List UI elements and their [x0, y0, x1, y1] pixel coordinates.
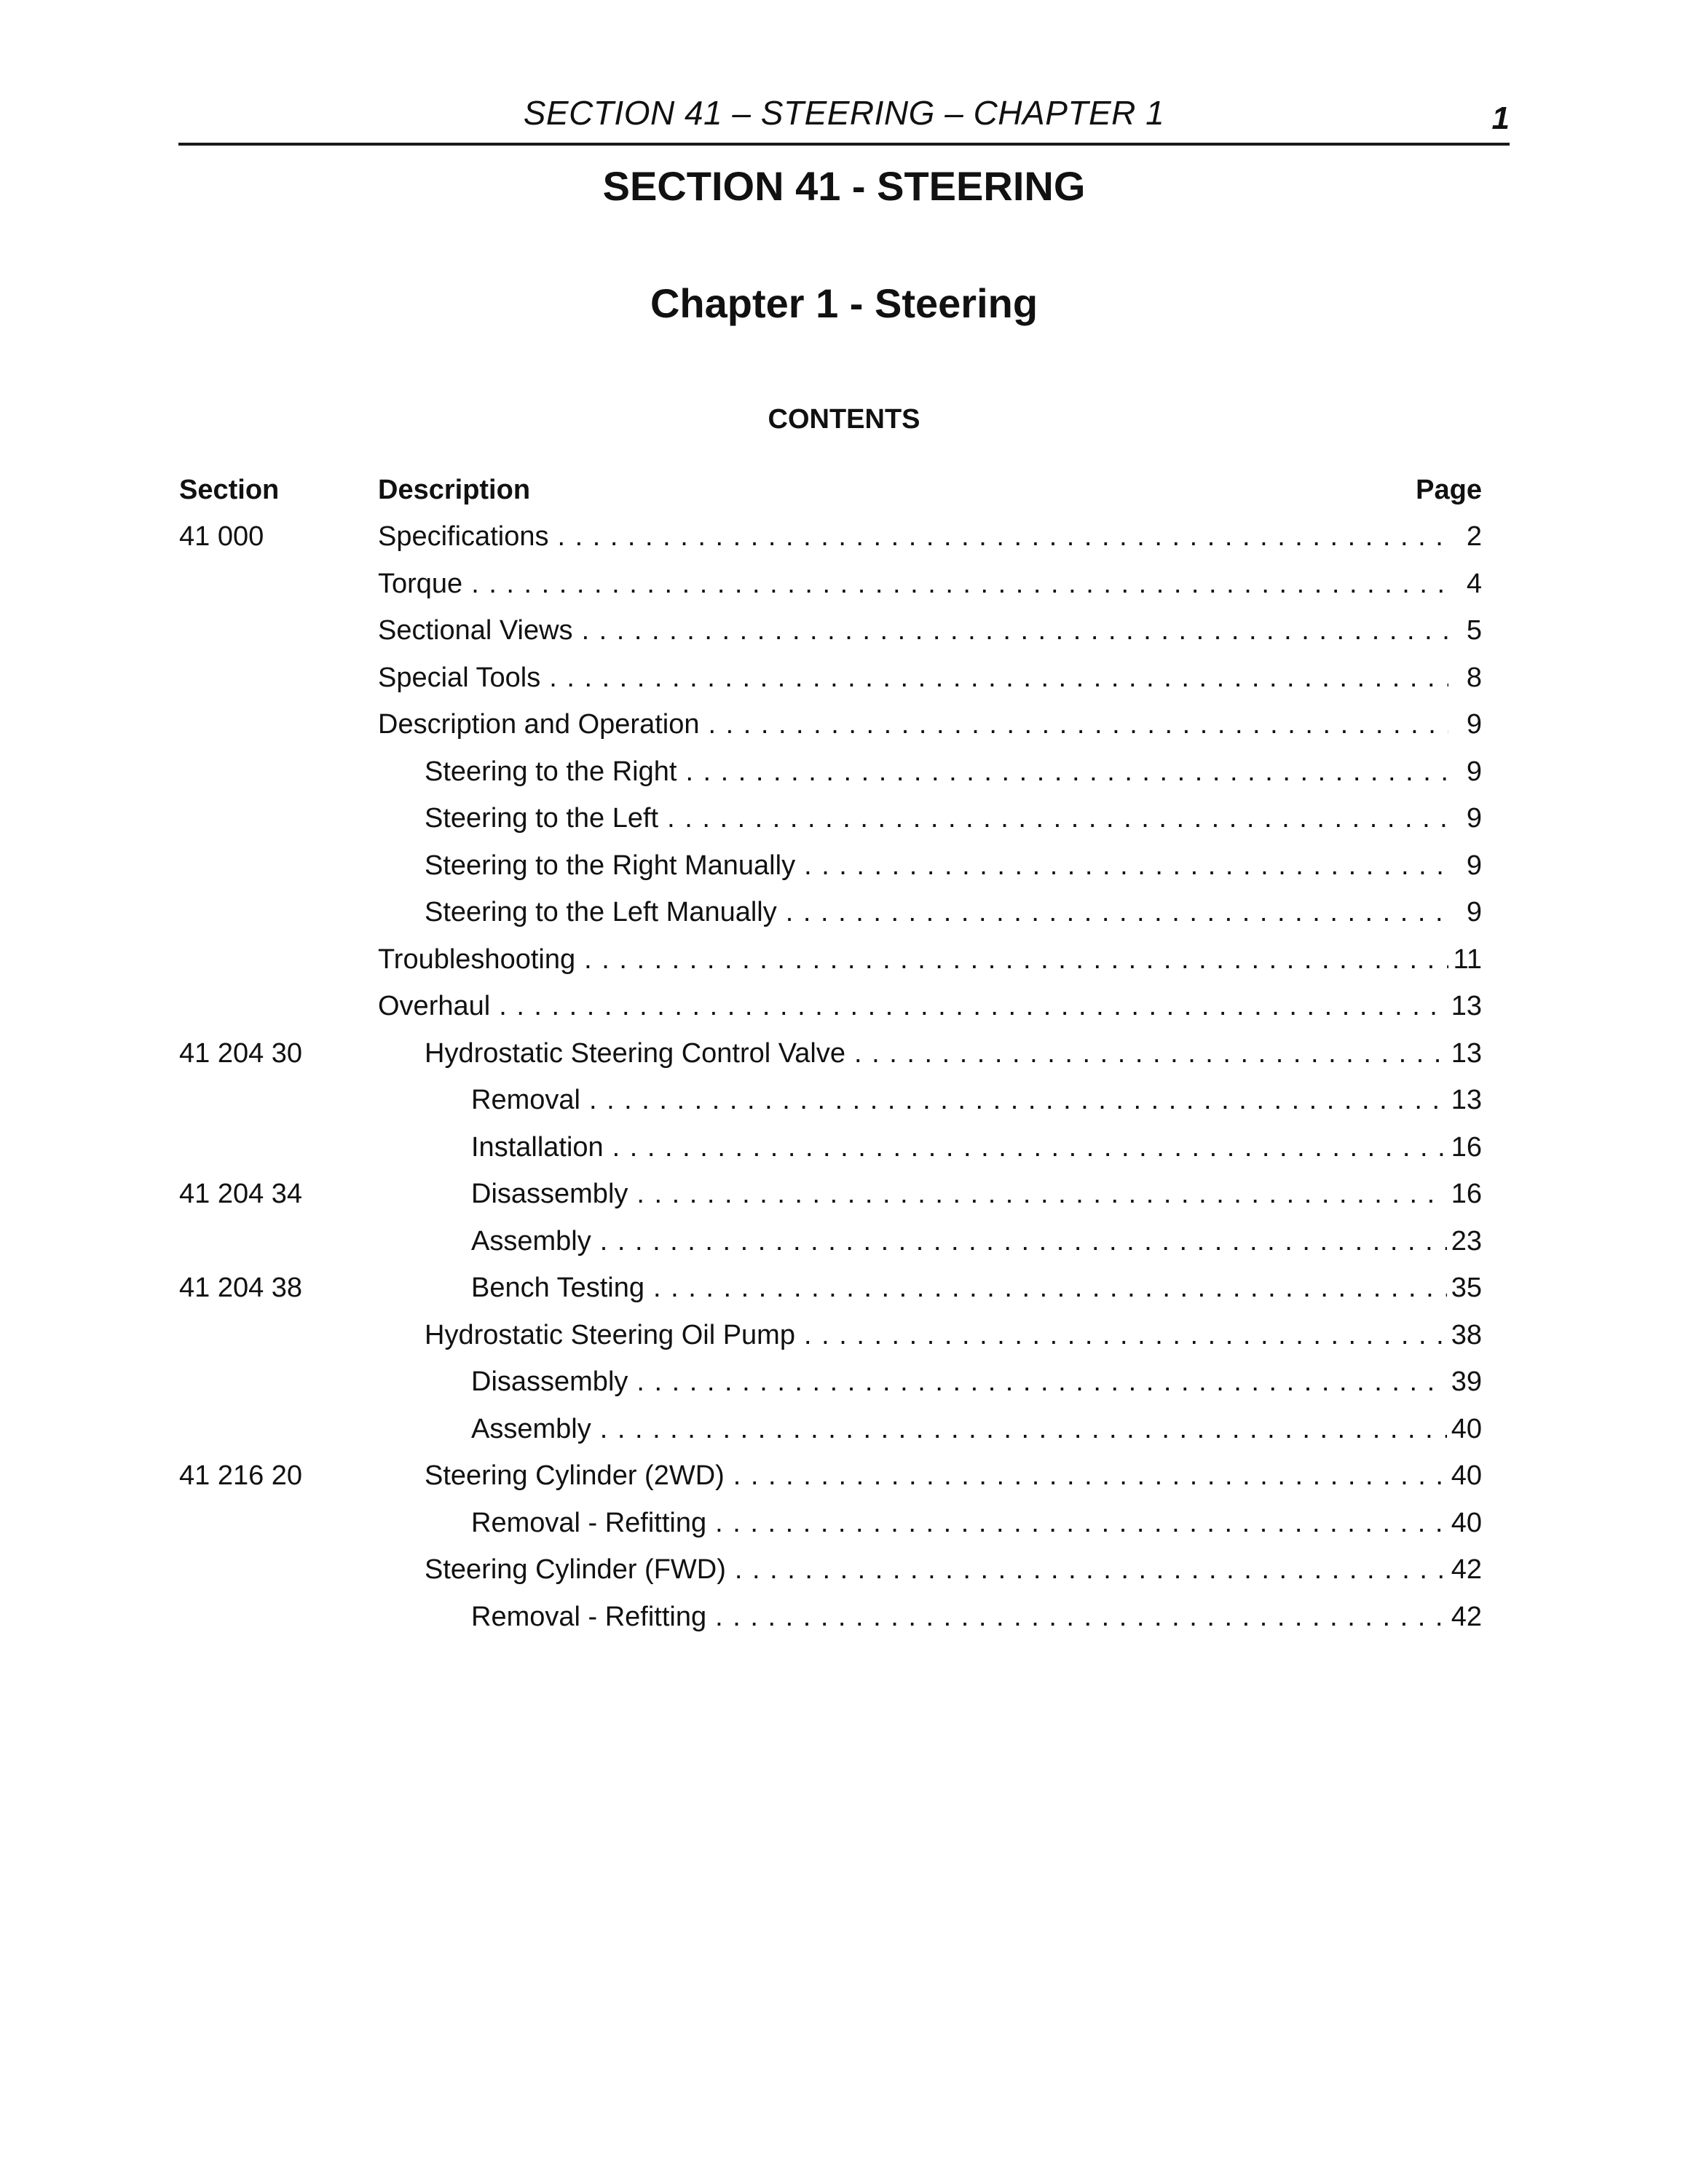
- dot-leader: [600, 1226, 1447, 1257]
- toc-page-number: 38: [1451, 1319, 1482, 1350]
- dot-leader: [685, 756, 1448, 788]
- toc-page-number: 42: [1451, 1554, 1482, 1585]
- toc-section-number: 41 216 20: [179, 1460, 303, 1491]
- toc-entry: [471, 1508, 1482, 1539]
- dot-leader: [584, 944, 1448, 976]
- toc-description: Hydrostatic Steering Control Valve: [425, 1037, 845, 1069]
- toc-row: [179, 1596, 1482, 1643]
- toc-row: [179, 1408, 1482, 1455]
- toc-description: Installation: [471, 1131, 604, 1163]
- dot-leader: [715, 1508, 1447, 1539]
- toc-entry: [425, 803, 1482, 834]
- section-title: SECTION 41 - STEERING: [602, 163, 1086, 209]
- toc-row: [179, 609, 1482, 657]
- dot-leader: [589, 1085, 1447, 1116]
- toc-page-number: 40: [1451, 1413, 1482, 1444]
- dot-leader: [582, 615, 1448, 646]
- toc-description: Bench Testing: [471, 1273, 645, 1303]
- dot-leader: [636, 1179, 1446, 1210]
- toc-row: [179, 1032, 1482, 1080]
- toc-description: Special Tools: [378, 662, 541, 693]
- toc-row: [179, 1220, 1482, 1267]
- dot-leader: [499, 991, 1447, 1022]
- toc-description: Assembly: [471, 1225, 591, 1257]
- toc-page-number: 40: [1451, 1507, 1482, 1538]
- toc-entry: [378, 615, 1482, 646]
- toc-description: Sectional Views: [378, 615, 573, 646]
- dot-leader: [557, 521, 1448, 553]
- toc-page-number: 23: [1451, 1225, 1482, 1257]
- dot-leader: [636, 1366, 1446, 1398]
- toc-description: Steering to the Left Manually: [425, 897, 777, 927]
- toc-page-number: 9: [1466, 850, 1482, 881]
- toc-row: [179, 515, 1482, 563]
- toc-row: [179, 1361, 1482, 1408]
- toc-description: Assembly: [471, 1413, 591, 1444]
- toc-entry: [378, 569, 1482, 600]
- toc-description: Hydrostatic Steering Oil Pump: [425, 1319, 795, 1350]
- toc-page-number: 16: [1451, 1131, 1482, 1163]
- toc-entry: [471, 1366, 1482, 1398]
- dot-leader: [735, 1554, 1447, 1586]
- chapter-title: Chapter 1 - Steering: [650, 280, 1038, 326]
- toc-row: [179, 1126, 1482, 1174]
- toc-row: [179, 751, 1482, 798]
- toc-row: [179, 797, 1482, 844]
- toc-entry: [378, 662, 1482, 694]
- toc-page-number: 40: [1451, 1460, 1482, 1491]
- toc-page-number: 11: [1453, 943, 1482, 975]
- dot-leader: [653, 1273, 1447, 1304]
- dot-leader: [854, 1038, 1447, 1069]
- dot-leader: [612, 1132, 1447, 1163]
- toc-page-number: 5: [1466, 615, 1482, 646]
- toc-description: Removal: [471, 1085, 580, 1115]
- toc-description: Steering to the Right: [425, 756, 677, 787]
- toc-row: [179, 563, 1482, 610]
- dot-leader: [471, 569, 1448, 600]
- table-of-contents: [179, 515, 1482, 1642]
- toc-page-number: 35: [1451, 1273, 1482, 1303]
- dot-leader: [600, 1414, 1447, 1445]
- toc-description: Removal - Refitting: [471, 1507, 707, 1538]
- toc-row: [179, 1079, 1482, 1126]
- dot-leader: [804, 850, 1448, 882]
- column-header-page: Page: [1416, 475, 1482, 505]
- toc-row: [179, 657, 1482, 704]
- toc-description: Description and Operation: [378, 709, 700, 740]
- toc-page-number: 9: [1466, 756, 1482, 787]
- running-header-title: SECTION 41 – STEERING – CHAPTER 1: [523, 94, 1165, 132]
- toc-page-number: 4: [1466, 568, 1482, 599]
- toc-page-number: 9: [1466, 897, 1482, 927]
- toc-page-number: 8: [1466, 662, 1482, 693]
- toc-description: Disassembly: [471, 1179, 628, 1209]
- toc-page-number: 9: [1466, 709, 1482, 740]
- toc-page-number: 13: [1451, 991, 1482, 1021]
- toc-entry: [378, 709, 1482, 740]
- toc-section-number: 41 204 30: [179, 1037, 303, 1069]
- toc-page-number: 13: [1451, 1085, 1482, 1115]
- column-header-description: Description: [378, 475, 531, 505]
- toc-entry: [378, 944, 1482, 976]
- toc-description: Steering Cylinder (2WD): [425, 1460, 725, 1491]
- toc-description: Disassembly: [471, 1366, 628, 1397]
- toc-page-number: 16: [1451, 1179, 1482, 1209]
- toc-row: [179, 1267, 1482, 1314]
- toc-row: [179, 985, 1482, 1032]
- dot-leader: [733, 1460, 1447, 1492]
- toc-row: [179, 1455, 1482, 1502]
- toc-page-number: 9: [1466, 803, 1482, 834]
- toc-entry: [471, 1273, 1482, 1304]
- toc-page-number: 2: [1466, 521, 1482, 552]
- toc-entry: [425, 1554, 1482, 1586]
- toc-description: Specifications: [378, 521, 549, 552]
- dot-leader: [667, 803, 1448, 834]
- toc-entry: [471, 1226, 1482, 1257]
- toc-page-number: 42: [1451, 1601, 1482, 1632]
- toc-entry: [425, 1460, 1482, 1492]
- dot-leader: [786, 897, 1448, 928]
- toc-entry: [425, 850, 1482, 882]
- toc-entry: [471, 1414, 1482, 1445]
- toc-page-number: 13: [1451, 1037, 1482, 1069]
- toc-entry: [378, 991, 1482, 1022]
- column-header-section: Section: [179, 475, 280, 505]
- toc-description: Steering to the Left: [425, 803, 659, 834]
- toc-entry: [425, 897, 1482, 928]
- toc-entry: [425, 756, 1482, 788]
- toc-row: [179, 703, 1482, 751]
- toc-entry: [471, 1132, 1482, 1163]
- toc-description: Steering to the Right Manually: [425, 850, 796, 881]
- toc-section-number: 41 000: [179, 521, 264, 552]
- toc-description: Troubleshooting: [378, 943, 576, 975]
- toc-description: Torque: [378, 568, 463, 599]
- dot-leader: [549, 662, 1448, 694]
- toc-row: [179, 1502, 1482, 1549]
- dot-leader: [708, 709, 1448, 740]
- toc-row: [179, 938, 1482, 986]
- toc-entry: [425, 1320, 1482, 1351]
- running-header: [178, 92, 1510, 146]
- page-number: 1: [1491, 100, 1510, 136]
- toc-row: [179, 891, 1482, 938]
- toc-entry: [378, 521, 1482, 553]
- toc-section-number: 41 204 38: [179, 1273, 303, 1303]
- toc-row: [179, 1173, 1482, 1220]
- dot-leader: [804, 1320, 1447, 1351]
- toc-description: Steering Cylinder (FWD): [425, 1554, 726, 1585]
- contents-heading: CONTENTS: [768, 404, 920, 435]
- toc-page-number: 39: [1451, 1366, 1482, 1397]
- toc-description: Overhaul: [378, 991, 491, 1021]
- toc-row: [179, 844, 1482, 892]
- toc-entry: [471, 1179, 1482, 1210]
- toc-entry: [471, 1602, 1482, 1633]
- toc-entry: [471, 1085, 1482, 1116]
- toc-entry: [425, 1038, 1482, 1069]
- toc-description: Removal - Refitting: [471, 1601, 707, 1632]
- toc-row: [179, 1548, 1482, 1596]
- toc-row: [179, 1314, 1482, 1361]
- dot-leader: [715, 1602, 1447, 1633]
- toc-section-number: 41 204 34: [179, 1179, 303, 1209]
